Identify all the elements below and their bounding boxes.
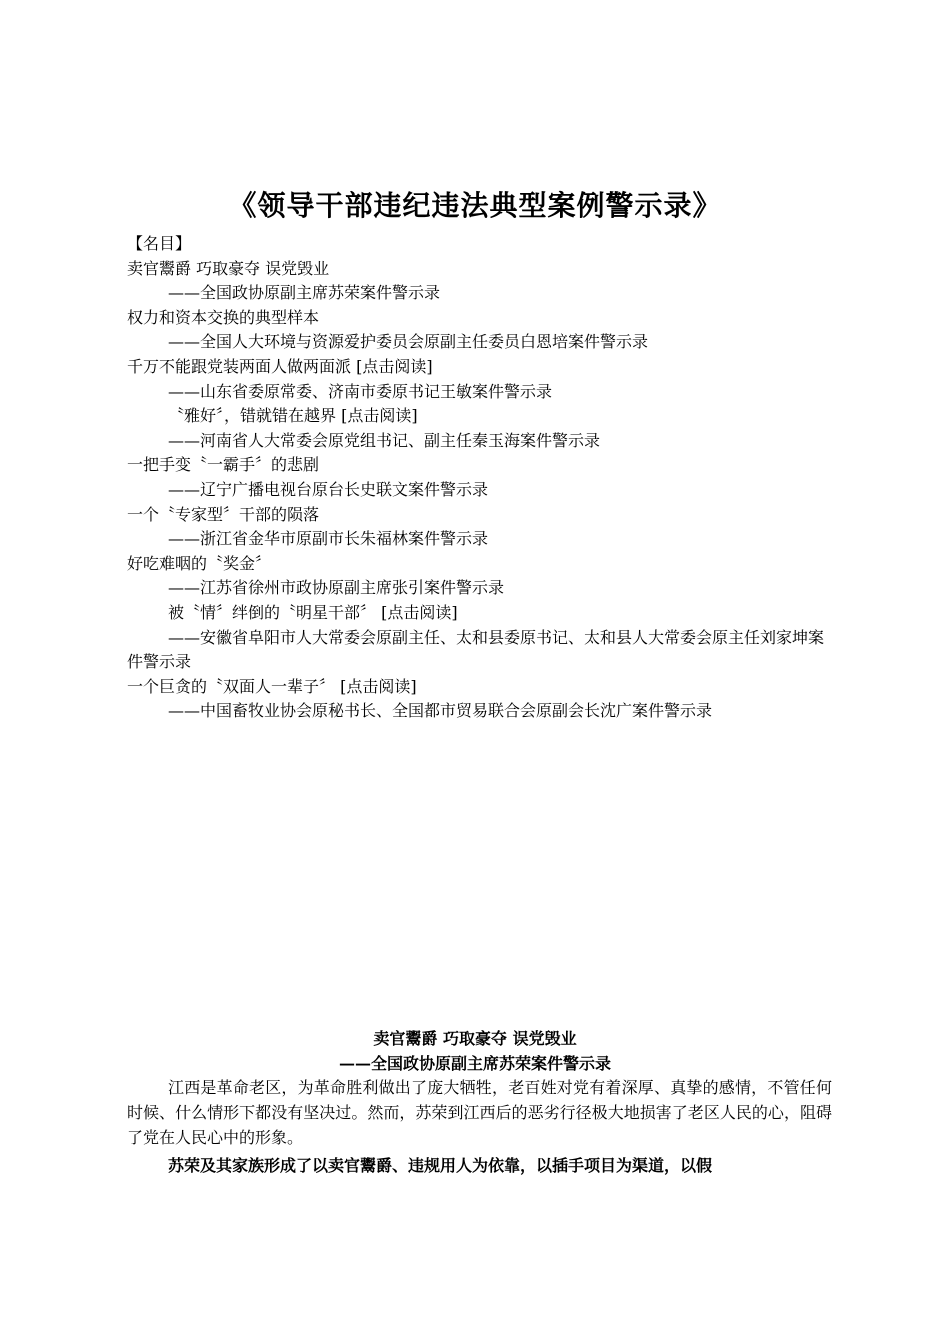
toc-item-link[interactable]: 〝雅好〞，错就错在越界 [点击阅读] [168,406,418,426]
toc-item: ——江苏省徐州市政协原副主席张引案件警示录 [168,578,505,598]
toc-item-link[interactable]: 千万不能跟党装两面人做两面派 [点击阅读] [127,356,433,376]
toc-item-link[interactable]: 一个巨贪的〝双面人一辈子〞 [点击阅读] [127,676,417,696]
toc-item[interactable]: 权力和资本交换的典型样本 [127,307,320,327]
document-title: 《领导干部违纪违法典型案例警示录》 [228,189,722,222]
toc-item: ——全国人大环境与资源爱护委员会原副主任委员白恩培案件警示录 [168,332,649,352]
toc-item: ——辽宁广播电视台原台长史联文案件警示录 [168,479,489,499]
toc-item: ——浙江省金华市原副市长朱福林案件警示录 [168,529,489,549]
toc-item[interactable]: 一把手变〝一霸手〞的悲剧 [127,455,320,475]
section-paragraph: 江西是革命老区，为革命胜利做出了庞大牺牲，老百姓对党有着深厚、真挚的感情，不管任何时候、什么情形下都没有坚决过。然而，苏荣到江西后的恶劣行径极大地损害了老区人民的心，阻碍了党在人民心中的形象。 [127,1078,832,1147]
table-of-contents [127,232,832,724]
section-title: 卖官鬻爵 巧取豪夺 误党毁业 [373,1029,577,1048]
toc-item: ——全国政协原副主席苏荣案件警示录 [168,283,441,303]
section-bold-paragraph: 苏荣及其家族形成了以卖官鬻爵、违规用人为依靠，以插手项目为渠道，以假 [168,1156,713,1175]
toc-item[interactable]: 一个〝专家型〞干部的陨落 [127,504,320,524]
section-subtitle: ——全国政协原副主席苏荣案件警示录 [338,1054,611,1073]
toc-item: ——河南省人大常委会原党组书记、副主任秦玉海案件警示录 [168,430,601,450]
toc-item[interactable]: 好吃难咽的〝奖金〞 [127,553,272,573]
toc-item: ——山东省委原常委、济南市委原书记王敏案件警示录 [168,381,553,401]
toc-item-link[interactable]: 被〝情〞绊倒的〝明星干部〞 [点击阅读] [168,602,458,622]
toc-item: ——安徽省阜阳市人大常委会原副主任、太和县委原书记、太和县人大常委会原主任刘家坤案件警示录 [127,627,825,672]
toc-item: 【名目】 [127,234,192,253]
toc-item[interactable]: 卖官鬻爵 巧取豪夺 误党毁业 [127,258,330,278]
toc-item: ——中国畜牧业协会原秘书长、全国都市贸易联合会原副会长沈广案件警示录 [168,701,713,721]
